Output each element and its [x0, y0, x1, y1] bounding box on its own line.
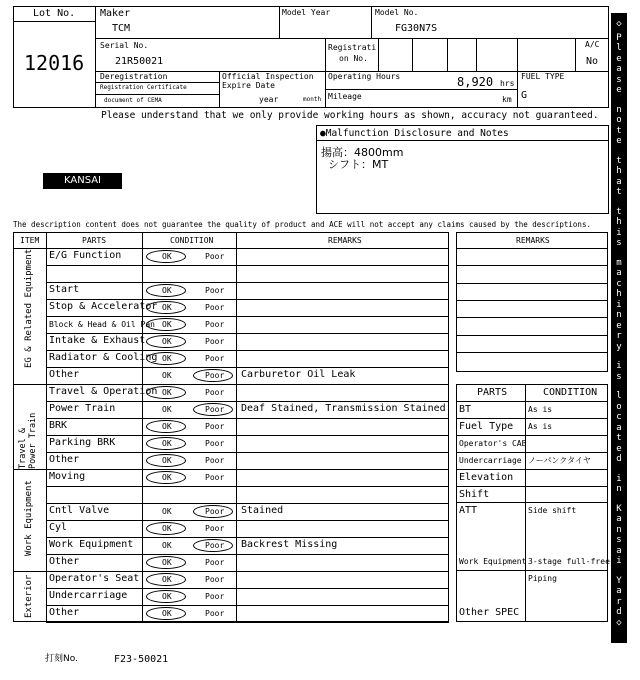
part-name: Radiator & Cooling	[49, 352, 158, 363]
registration-label-2: on No.	[339, 54, 368, 63]
condition-poor: Poor	[205, 286, 225, 295]
condition-selected-mark	[146, 284, 186, 297]
condition-ok: OK	[162, 286, 172, 295]
row-divider	[46, 350, 449, 351]
row-divider	[46, 333, 449, 334]
year-label: year	[259, 95, 279, 104]
part-name: Travel & Operation	[49, 386, 158, 397]
part-name: Other	[49, 454, 80, 465]
condition-poor: Poor	[205, 507, 225, 516]
condition-poor: Poor	[205, 609, 225, 618]
side-notice-text: P l e a s e n o t e t h a t t h i s m a c h i n e r y i s l o c a t e d i n K a n s a i Y a r d	[616, 32, 622, 617]
stamp-number: F23-50021	[114, 654, 169, 665]
hrs-label: hrs	[500, 79, 515, 88]
group-label-travel	[18, 411, 38, 469]
fuel-type-label: FUEL TYPE	[521, 72, 565, 81]
row-divider	[46, 401, 449, 402]
part-name: Moving	[49, 471, 86, 482]
row-divider	[46, 452, 449, 453]
condition-selected-mark	[146, 301, 186, 314]
condition-selected-mark	[193, 505, 233, 518]
diamond-icon-bottom: ◇	[616, 617, 622, 628]
part-name: Start	[49, 284, 80, 295]
part-name: Stop & Accelerator	[49, 301, 158, 312]
row-divider	[46, 435, 449, 436]
condition-ok: OK	[162, 524, 172, 533]
month-label: month	[303, 96, 322, 103]
model-no-label: Model No.	[375, 8, 419, 17]
row-divider	[46, 282, 449, 283]
condition-poor: Poor	[205, 320, 225, 329]
condition-selected-mark	[146, 471, 186, 484]
condition-selected-mark	[146, 573, 186, 586]
condition-selected-mark	[146, 318, 186, 331]
right-remarks-header: REMARKS	[516, 236, 550, 245]
malfunction-line-2: シフト：MT	[328, 158, 389, 171]
spec-value: Side shift	[528, 506, 577, 516]
row-divider	[13, 384, 449, 385]
operating-hours-label: Operating Hours	[328, 72, 401, 81]
condition-poor: Poor	[205, 354, 225, 363]
part-name: BRK	[49, 420, 68, 431]
spec-value: 3-stage full-free	[528, 557, 610, 567]
condition-ok: OK	[162, 456, 172, 465]
registration-label-1: Registrati	[328, 43, 377, 52]
part-name: Block & Head & Oil Pan	[49, 320, 155, 329]
part-name: Other	[49, 607, 80, 618]
spec-parts-header: PARTS	[477, 387, 508, 398]
deregistration-label: Deregistration	[100, 72, 168, 81]
spec-value: As is	[528, 421, 553, 431]
ac-value: No	[586, 56, 599, 67]
condition-selected-mark	[146, 556, 186, 569]
row-divider	[46, 316, 449, 317]
km-label: km	[502, 95, 512, 104]
spec-row-divider	[456, 570, 608, 571]
spec-value: ノーパンクタイヤ	[528, 455, 591, 465]
inspection-label-1: Official Inspection	[222, 72, 314, 81]
spec-row-divider	[456, 469, 608, 470]
ac-label: A/C	[585, 40, 600, 49]
condition-selected-mark	[193, 403, 233, 416]
condition-ok: OK	[162, 354, 172, 363]
part-name: Parking BRK	[49, 437, 116, 448]
condition-poor: Poor	[205, 371, 225, 380]
spec-row-divider	[456, 418, 608, 419]
condition-ok: OK	[162, 507, 172, 516]
inspection-label-2: Expire Date	[222, 81, 275, 90]
spec-row-divider	[456, 452, 608, 453]
condition-selected-mark	[146, 590, 186, 603]
spec-row-divider	[456, 435, 608, 436]
condition-ok: OK	[162, 439, 172, 448]
condition-poor: Poor	[205, 473, 225, 482]
registration-certificate-label: Registration Certificate	[100, 84, 187, 91]
group-label-eg: EG & Related Equipment	[24, 248, 34, 368]
condition-selected-mark	[146, 522, 186, 535]
serial-value: 21R50021	[115, 56, 164, 67]
group-label-work: Work Equipment	[24, 480, 34, 556]
remarks-line	[456, 300, 608, 301]
row-divider	[46, 622, 449, 623]
row-divider	[46, 605, 449, 606]
condition-ok: OK	[162, 558, 172, 567]
spec-part: ATT	[459, 505, 478, 517]
condition-selected-mark	[146, 437, 186, 450]
condition-poor: Poor	[205, 337, 225, 346]
row-divider	[13, 571, 449, 572]
spec-part: Other SPEC	[459, 606, 520, 618]
stamp-label: 打刻No.	[45, 654, 78, 664]
condition-ok: OK	[162, 541, 172, 550]
remarks-line	[456, 248, 608, 249]
spec-part: BT	[459, 404, 472, 415]
condition-selected-mark	[193, 369, 233, 382]
row-divider	[46, 554, 449, 555]
condition-poor: Poor	[205, 541, 225, 550]
spec-part: Shift	[459, 488, 490, 500]
condition-ok: OK	[162, 388, 172, 397]
condition-poor: Poor	[205, 592, 225, 601]
spec-value: As is	[528, 405, 553, 414]
condition-poor: Poor	[205, 456, 225, 465]
condition-selected-mark	[193, 539, 233, 552]
condition-poor: Poor	[205, 524, 225, 533]
condition-ok: OK	[162, 252, 172, 261]
malfunction-title: ●Malfunction Disclosure and Notes	[320, 128, 509, 139]
location-badge: KANSAI	[43, 173, 122, 189]
part-name: Cntl Valve	[49, 505, 110, 516]
condition-selected-mark	[146, 420, 186, 433]
maker-label: Maker	[100, 8, 131, 19]
condition-selected-mark	[146, 352, 186, 365]
row-divider	[46, 503, 449, 504]
condition-selected-mark	[146, 607, 186, 620]
spec-value: Piping	[528, 574, 557, 583]
condition-poor: Poor	[205, 405, 225, 414]
condition-poor: Poor	[205, 303, 225, 312]
part-name: Other	[49, 556, 80, 567]
spec-row-divider	[456, 401, 608, 402]
condition-ok: OK	[162, 371, 172, 380]
spec-row-divider	[456, 502, 608, 503]
part-name: Operator's Seat	[49, 573, 140, 584]
row-divider	[46, 486, 449, 487]
part-name: Intake & Exhaust	[49, 335, 146, 346]
row-divider	[46, 537, 449, 538]
remark-text: Deaf Stained, Transmission Stained	[241, 403, 446, 414]
remarks-line	[456, 265, 608, 266]
part-name: Other	[49, 369, 80, 380]
condition-ok: OK	[162, 405, 172, 414]
condition-ok: OK	[162, 575, 172, 584]
condition-ok: OK	[162, 422, 172, 431]
row-divider	[46, 265, 449, 266]
condition-poor: Poor	[205, 422, 225, 431]
row-divider	[46, 520, 449, 521]
malfunction-line-1: 揚高：4800mm	[321, 146, 404, 159]
remark-text: Stained	[241, 505, 284, 516]
condition-selected-mark	[146, 454, 186, 467]
cema-document-label: document of CEMA	[104, 97, 162, 104]
group-label-exterior: Exterior	[24, 574, 34, 618]
condition-ok: OK	[162, 303, 172, 312]
spec-part: Operator's CAB	[459, 438, 527, 448]
row-divider	[46, 367, 449, 368]
header-remarks: REMARKS	[328, 236, 362, 245]
remarks-line	[456, 317, 608, 318]
remarks-line	[456, 352, 608, 353]
diamond-icon-top: ◇	[616, 19, 622, 29]
header-frame	[13, 6, 609, 108]
spec-part: Work Equipment	[459, 557, 527, 567]
condition-ok: OK	[162, 609, 172, 618]
group-label-travel-text: Travel & Power Train	[18, 412, 38, 469]
part-name: E/G Function	[49, 250, 122, 261]
model-no-value: FG30N7S	[395, 23, 438, 34]
condition-poor: Poor	[205, 439, 225, 448]
remarks-line	[456, 283, 608, 284]
part-name: Undercarriage	[49, 590, 128, 601]
condition-poor: Poor	[205, 388, 225, 397]
spec-condition-header: CONDITION	[543, 387, 598, 398]
part-name: Cyl	[49, 522, 68, 533]
condition-poor: Poor	[205, 558, 225, 567]
mileage-label: Mileage	[328, 92, 362, 101]
spec-part: Fuel Type	[459, 420, 514, 432]
header-condition: CONDITION	[170, 236, 214, 245]
fuel-type-value: G	[521, 90, 528, 101]
condition-selected-mark	[146, 386, 186, 399]
serial-label: Serial No.	[100, 41, 149, 50]
side-notice-bar	[611, 13, 627, 643]
remark-text: Backrest Missing	[241, 539, 338, 550]
condition-poor: Poor	[205, 252, 225, 261]
condition-selected-mark	[146, 250, 186, 263]
condition-poor: Poor	[205, 575, 225, 584]
spec-part: Undercarriage	[459, 455, 522, 465]
row-divider	[46, 588, 449, 589]
spec-part: Elevation	[459, 471, 514, 483]
remarks-line	[456, 335, 608, 336]
condition-selected-mark	[146, 335, 186, 348]
lot-number: 12016	[24, 51, 85, 75]
condition-ok: OK	[162, 592, 172, 601]
spec-row-divider	[456, 486, 608, 487]
row-divider	[13, 469, 449, 470]
maker-value: TCM	[112, 23, 131, 34]
lot-label: Lot No.	[33, 8, 76, 19]
operating-hours-value: 8,920	[457, 75, 494, 89]
header-item: ITEM	[20, 236, 40, 245]
remark-text: Carburetor Oil Leak	[241, 369, 356, 380]
part-name: Power Train	[49, 403, 116, 414]
condition-ok: OK	[162, 337, 172, 346]
part-name: Work Equipment	[49, 539, 134, 550]
condition-ok: OK	[162, 473, 172, 482]
row-divider	[46, 418, 449, 419]
header-parts: PARTS	[82, 236, 107, 245]
model-year-label: Model Year	[282, 8, 331, 17]
hours-notice: Please understand that we only provide working hours as shown, accuracy not guaranteed.	[101, 110, 599, 121]
condition-ok: OK	[162, 320, 172, 329]
row-divider	[46, 299, 449, 300]
disclaimer: The description content does not guarantee the quality of product and ACE will not accept any claims caused by the descriptions.	[13, 220, 591, 229]
